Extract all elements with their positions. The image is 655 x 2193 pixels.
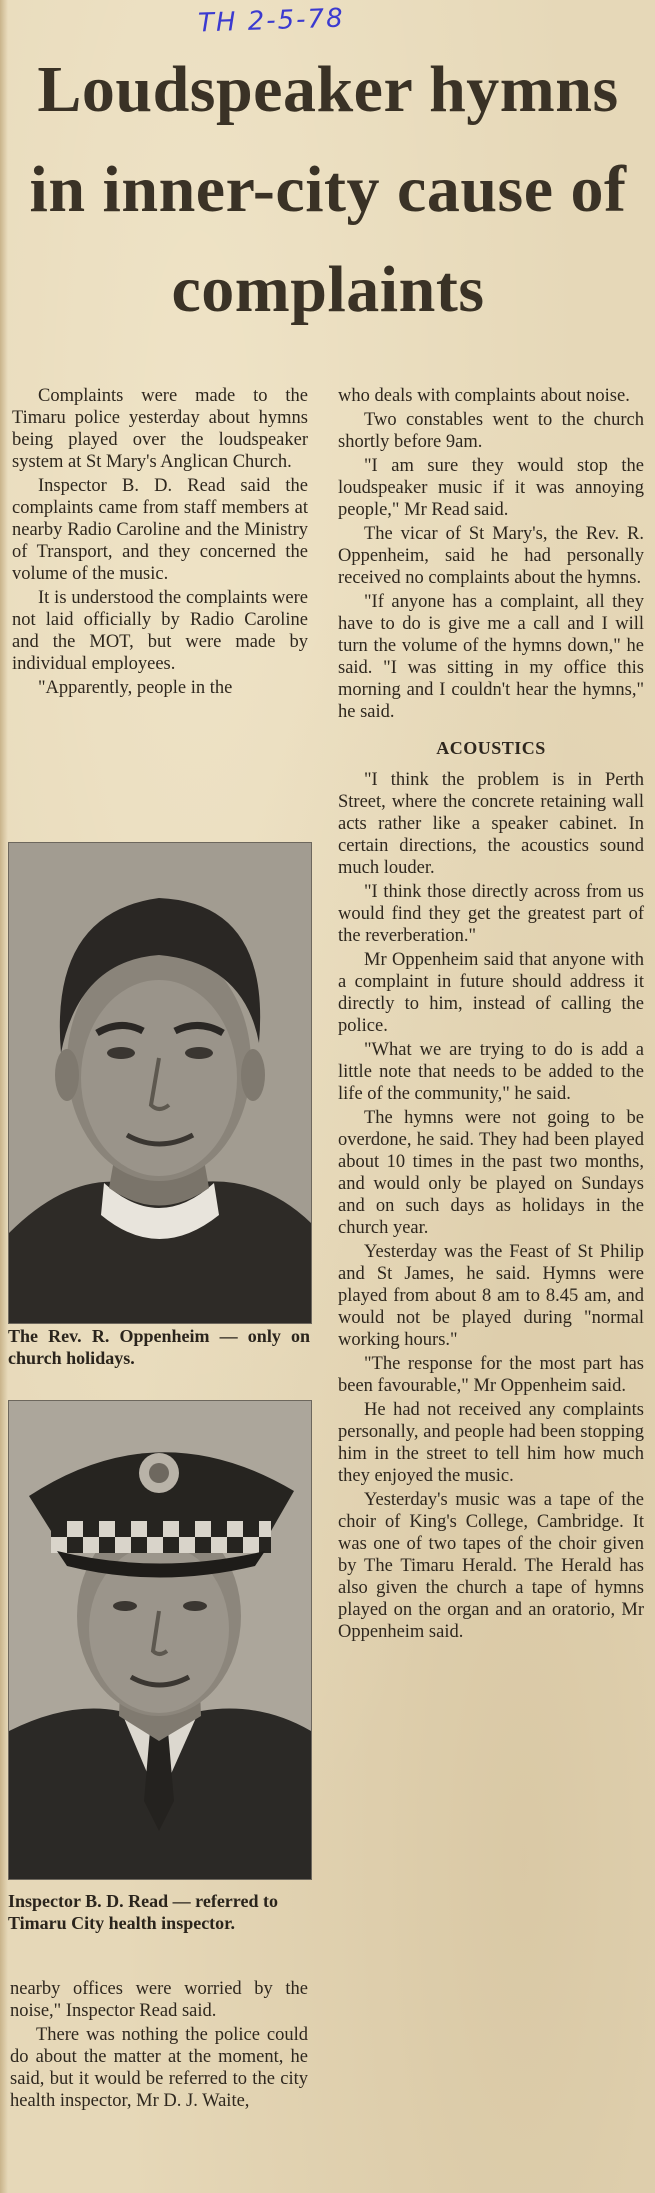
- left-column-top: [12, 385, 308, 701]
- paragraph: Complaints were made to the Timaru police yesterday about hymns being played over the loudspeaker system at St Mary's Anglican Church.: [12, 386, 308, 472]
- portrait-vicar-image: [9, 843, 311, 1323]
- photo-caption: Inspector B. D. Read — referred to Timaru City health inspector.: [8, 1891, 278, 1933]
- handwritten-date: TH 2-5-78: [197, 3, 346, 39]
- paragraph: "I think the problem is in Perth Street, where the concrete retaining wall acts rather like a speaker cabinet. In certain directions, the acoustics sound much louder.: [338, 770, 644, 878]
- paragraph: The hymns were not going to be overdone, he said. They had been played about 10 times in the past two months, and would only be played on Sundays and on such days as holidays in the church year.: [338, 1108, 644, 1238]
- paragraph: "I think those directly across from us would find they get the greatest part of the reverberation.": [338, 882, 644, 946]
- paragraph: "Apparently, people in the: [38, 678, 233, 698]
- subheading: ACOUSTICS: [436, 738, 546, 758]
- paragraph: It is understood the complaints were not laid officially by Radio Caroline and the MOT, but were made by individual employees.: [12, 588, 308, 674]
- paragraph: Inspector B. D. Read said the complaints came from staff members at nearby Radio Caroline and the Ministry of Transport, and they concerned the volume of the music.: [12, 476, 308, 584]
- paragraph: "What we are trying to do is add a little note that needs to be added to the life of the community," he said.: [338, 1040, 644, 1104]
- photo-inspector-read: [8, 1400, 312, 1880]
- paragraph: who deals with complaints about noise.: [338, 386, 630, 406]
- photo-oppenheim: [8, 842, 312, 1324]
- paragraph: Yesterday was the Feast of St Philip and St James, he said. Hymns were played from about 8 am to 8.45 am, and would not be played during "normal working hours.": [338, 1242, 644, 1350]
- left-column-bottom: [10, 1978, 308, 2114]
- headline: Loudspeaker hymns in inner-city cause of complaints: [29, 53, 627, 326]
- paragraph: "The response for the most part has been favourable," Mr Oppenheim said.: [338, 1354, 644, 1396]
- paragraph: Mr Oppenheim said that anyone with a complaint in future should address it directly to him, instead of calling the police.: [338, 950, 644, 1036]
- paragraph: Yesterday's music was a tape of the choir of King's College, Cambridge. It was one of two tapes of the choir given by The Timaru Herald. The Herald has also given the church a tape of hymns played on the organ and an oratorio, Mr Oppenheim said.: [338, 1490, 644, 1642]
- paper-edge: [0, 0, 8, 2193]
- paragraph: He had not received any complaints personally, and people had been stopping him in the street to tell him how much they enjoyed the music.: [338, 1400, 644, 1486]
- right-column: [338, 385, 644, 1645]
- paragraph: "If anyone has a complaint, all they have to do is give me a call and I will turn the volume of the hymns down," he said. "I was sitting in my office this morning and I couldn't hear the hymns," he said.: [338, 592, 644, 722]
- paragraph: There was nothing the police could do about the matter at the moment, he said, but it would be referred to the city health inspector, Mr D. J. Waite,: [10, 2025, 308, 2111]
- photo-caption: The Rev. R. Oppenheim — only on church holidays.: [8, 1326, 310, 1368]
- paragraph: The vicar of St Mary's, the Rev. R. Oppenheim, said he had personally received no complaints about the hymns.: [338, 524, 644, 588]
- paragraph: nearby offices were worried by the noise," Inspector Read said.: [10, 1979, 308, 2021]
- paragraph: Two constables went to the church shortly before 9am.: [338, 410, 644, 452]
- paragraph: "I am sure they would stop the loudspeaker music if it was annoying people," Mr Read said.: [338, 456, 644, 520]
- portrait-inspector-image: [9, 1401, 311, 1879]
